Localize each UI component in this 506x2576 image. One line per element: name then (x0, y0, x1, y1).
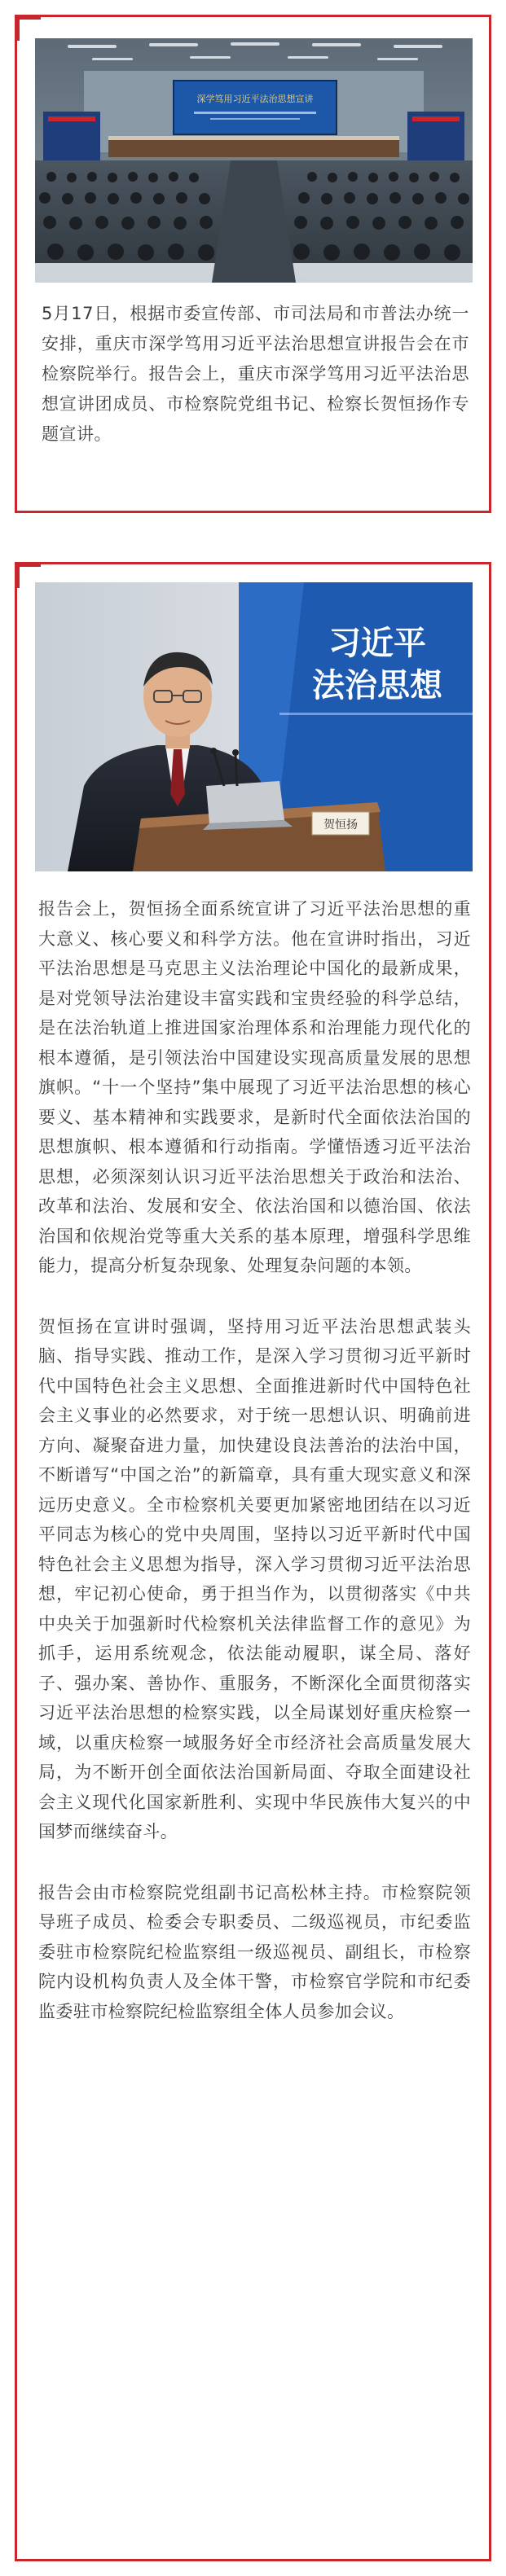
intro-paragraph: 5月17日，根据市委宣传部、市司法局和市普法办统一安排，重庆市深学笃用习近平法治思想宣讲报告会在市检察院举行。报告会上，重庆市深学笃用习近平法治思想宣讲团成员、市检察院党组书记、检察长贺恒扬作专题宣讲。 (42, 304, 469, 444)
conference-hall-photo (35, 38, 473, 283)
article-paragraph-1: 报告会上，贺恒扬全面系统宣讲了习近平法治思想的重大意义、核心要义和科学方法。他在宣讲时指出，习近平法治思想是马克思主义法治理论中国化的最新成果，是对党领导法治建设丰富实践和宝贵经验的科学总结，是在法治轨道上推进国家治理体系和治理能力现代化的根本遵循，是引领法治中国建设实现高质量发展的思想旗帜。“十一个坚持”集中展现了习近平法治思想的核心要义、基本精神和实践要求，是新时代全面依法治国的思想旗帜、根本遵循和行动指南。学懂悟透习近平法治思想，必须深刻认识习近平法治思想关于政治和法治、改革和法治、发展和安全、依法治国和以德治国、依法治国和依规治党等重大关系的基本原理，增强科学思维能力，提高分析复杂现象、处理复杂问题的本领。 (38, 899, 471, 1275)
article-body (38, 894, 471, 2057)
news-card-main (15, 562, 491, 2561)
screen-banner-text: 深学笃用习近平法治思想宣讲 (196, 94, 314, 104)
article-paragraph-3: 报告会由市检察院党组副书记高松林主持。市检察院领导班子成员、检委会专职委员、二级巡视员，市纪委监委驻市检察院纪检监察组一级巡视员、副组长，市检察院内设机构负责人及全体干警，市检察官学院和市纪委监委驻市检察院纪检监察组全体人员参加会议。 (38, 1882, 471, 2021)
backdrop-title-line2: 法治思想 (312, 667, 442, 704)
speaker-photo (35, 582, 473, 871)
corner-decoration (15, 15, 41, 41)
article-paragraph-2: 贺恒扬在宣讲时强调，坚持用习近平法治思想武装头脑、指导实践、推动工作，是深入学习贯彻习近平新时代中国特色社会主义思想、全面推进新时代中国特色社会主义事业的必然要求，对于统一思想认识、明确前进方向、凝聚奋进力量，加快建设良法善治的法治中国，不断谱写“中国之治”的新篇章，具有重大现实意义和深远历史意义。全市检察机关要更加紧密地团结在以习近平同志为核心的党中央周围，坚持以习近平新时代中国特色社会主义思想为指导，深入学习贯彻习近平法治思想，牢记初心使命，勇于担当作为，以贯彻落实《中共中央关于加强新时代检察机关法律监督工作的意见》为抓手，运用系统观念，依法能动履职，谋全局、落好子、强办案、善协作、重服务，不断深化全面贯彻落实习近平法治思想的检察实践，以全局谋划好重庆检察一域，以重庆检察一域服务好全市经济社会高质量发展大局，为不断开创全面依法治国新局面、夺取全面建设社会主义现代化国家新胜利、实现中华民族伟大复兴的中国梦而继续奋斗。 (38, 1316, 471, 1841)
news-card-intro (15, 15, 491, 513)
nameplate-text: 贺恒扬 (323, 818, 358, 832)
backdrop-title-line1: 习近平 (328, 625, 426, 662)
